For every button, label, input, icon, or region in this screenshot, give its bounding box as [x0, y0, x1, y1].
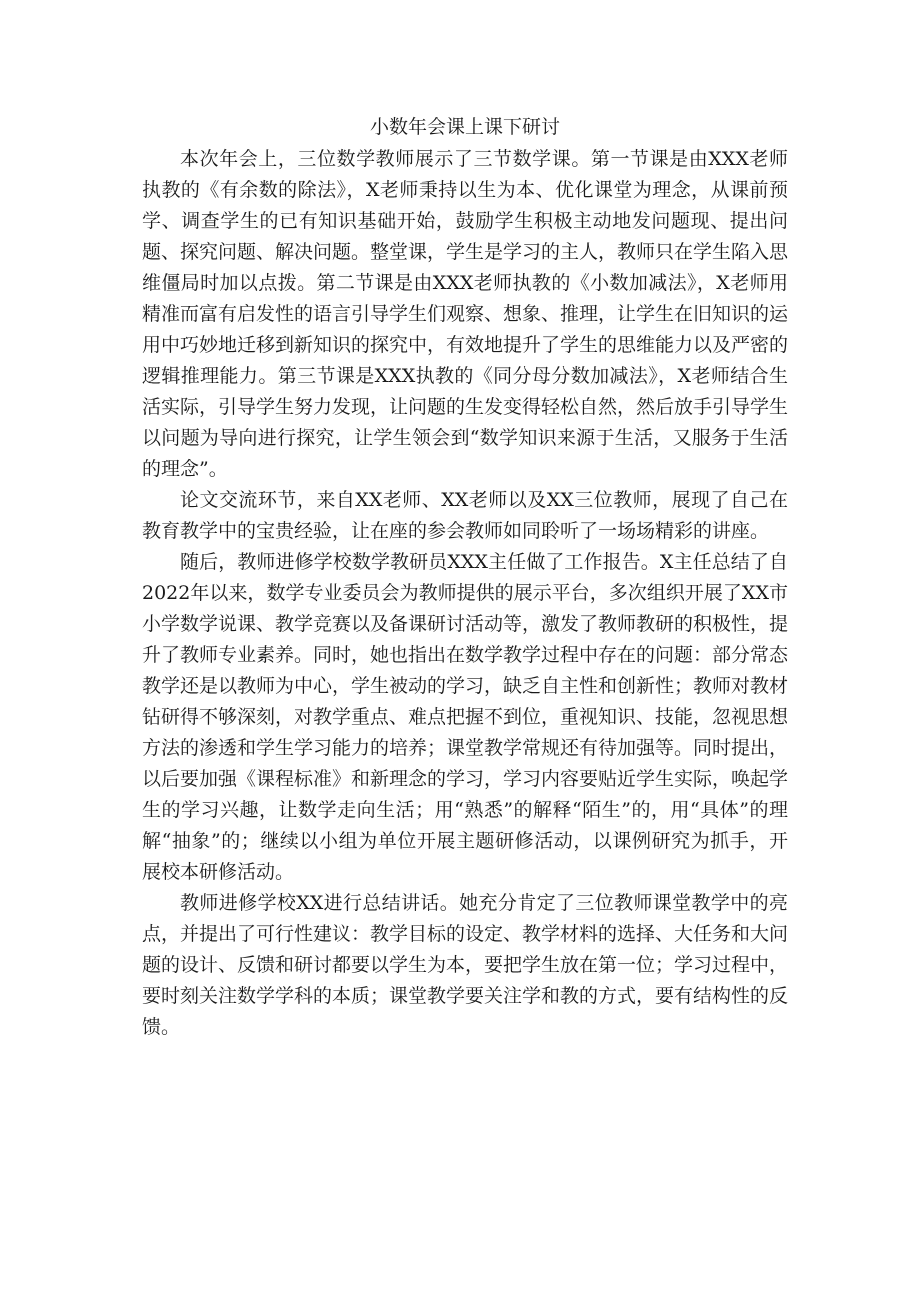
- paragraph-work-report: 随后，教师进修学校数学教研员XXX主任做了工作报告。X主任总结了自2022年以来，数学专业委员会为教师提供的展示平台，多次组织开展了XX市小学数学说课、教学竞赛以及备课研讨活动等，激发了教师教研的积极性，提升了教师专业素养。同时，她也指出在数学教学过程中存在的问题：部分常态教学还是以教师为中心，学生被动的学习，缺乏自主性和创新性；教师对教材钻研得不够深刻，对教学重点、难点把握不到位，重视知识、技能，忽视思想方法的渗透和学生学习能力的培养；课堂教学常规还有待加强等。同时提出，以后要加强《课程标准》和新理念的学习，学习内容要贴近学生实际，唤起学生的学习兴趣，让数学走向生活；用“熟悉”的解释“陌生”的，用“具体”的理解“抽象”的；继续以小组为单位开展主题研修活动，以课例研究为抓手，开展校本研修活动。: [142, 551, 789, 883]
- document-body: [142, 112, 788, 1043]
- paragraph-lessons: 本次年会上，三位数学教师展示了三节数学课。第一节课是由XXX老师执教的《有余数的除法》，X老师秉持以生为本、优化课堂为理念，从课前预学、调查学生的已有知识基础开始，鼓励学生积极主动地发问题现、提出问题、探究问题、解决问题。整堂课，学生是学习的主人，教师只在学生陷入思维僵局时加以点拨。第二节课是由XXX老师执教的《小数加减法》，X老师用精准而富有启发性的语言引导学生们观察、想象、推理，让学生在旧知识的运用中巧妙地迁移到新知识的探究中，有效地提升了学生的思维能力以及严密的逻辑推理能力。第三节课是XXX执教的《同分母分数加减法》，X老师结合生活实际，引导学生努力发现，让问题的生发变得轻松自然，然后放手引导学生以问题为导向进行探究，让学生领会到“数学知识来源于生活，又服务于生活的理念”。: [142, 148, 789, 480]
- paragraph-summary-speech: 教师进修学校XX进行总结讲话。她充分肯定了三位教师课堂教学中的亮点，并提出了可行性建议：教学目标的设定、教学材料的选择、大任务和大问题的设计、反馈和研讨都要以学生为本，要把学生放在第一位；学习过程中，要时刻关注数学学科的本质；课堂教学要关注学和教的方式，要有结构性的反馈。: [142, 892, 789, 1038]
- document-title: 小数年会课上课下研讨: [369, 116, 560, 138]
- paragraph-paper-exchange: 论文交流环节，来自XX老师、XX老师以及XX三位教师，展现了自己在教育教学中的宝贵经验，让在座的参会教师如同聆听了一场场精彩的讲座。: [142, 489, 788, 542]
